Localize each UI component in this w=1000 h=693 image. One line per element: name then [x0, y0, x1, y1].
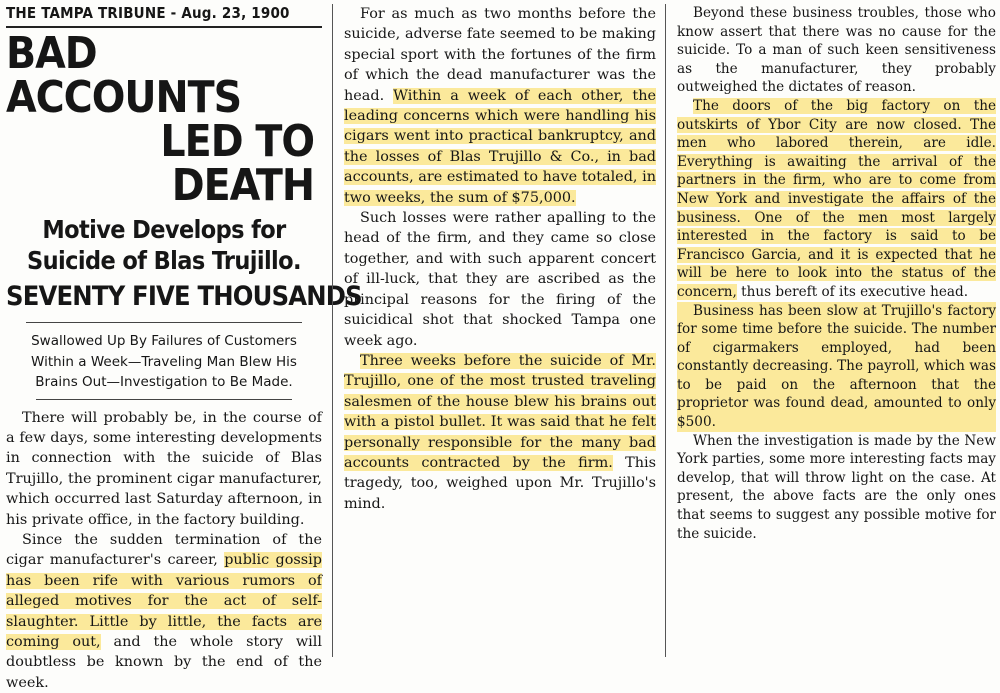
- highlight-public-gossip: public gossip has been rife with various rumors of alleged motives for the act of self-slaughter. Little by little, the facts are coming out,: [6, 552, 322, 650]
- headline-divider: [26, 322, 302, 323]
- paragraph-4: Such losses were rather apalling to the head of the firm, and they came so close together, and with such apparent concert of ill-luck, that they are ascribed as the principal reasons for the firing of the suicidical shot that shocked Tampa one week ago.: [344, 210, 656, 349]
- column-2: [332, 4, 666, 657]
- paragraph-3: [344, 4, 656, 208]
- headline-line-1: BAD ACCOUNTS: [6, 28, 242, 123]
- deck-divider: [36, 399, 292, 400]
- paragraph-2-end: and the whole story will doubtless be known by the end of the week.: [6, 633, 322, 691]
- paragraph-5: [344, 351, 656, 514]
- highlight-factory-closed: The doors of the big factory on the outskirts of Ybor City are now closed. The men who labored therein, are idle. Everything is awaiting the arrival of the partners in the firm, who are to come from New York and investigate the affairs of the business. One of the men most largely interested in the factory is said to be Francisco Garcia, and it is expected that he will be here to look into the status of the concern,: [677, 97, 996, 300]
- banner-headline: SEVENTY FIVE THOUSANDS: [6, 281, 362, 312]
- paragraph-6: Beyond these business troubles, those who know assert that there was no cause for the suicide. To a man of such keen sensitiveness as the manufacturer, they probably outweighed the dictates of reason.: [677, 5, 996, 96]
- highlight-bankruptcy: Within a week of each other, the leading concerns which were handling his cigars went into practical bankruptcy, and the losses of Blas Trujillo & Co., in bad accounts, are estimated to have totaled, in two weeks, the sum of $75,000.: [344, 87, 656, 206]
- paragraph-7-end: thus bereft of its executive head.: [736, 283, 969, 300]
- paragraph-8: Business has been slow at Trujillo's factory for some time before the suicide. The number of cigarmakers employed, had been constantly decreasing. The payroll, which was to be paid on the afternoon that the proprietor was found dead, amounted to only $500.: [677, 302, 996, 431]
- highlight-salesman: Three weeks before the suicide of Mr. Trujillo, one of the most trusted traveling salesmen of the house blew his brains out with a pistol bullet. It was said that he felt personally responsible for the many bad accounts contracted by the firm.: [344, 352, 656, 471]
- paragraph-3-text: For as much as two months before the suicide, adverse fate seemed to be making special sport with the fortunes of the firm of which the dead manufacturer was the head.: [344, 6, 656, 104]
- subheadline: Motive Develops for Suicide of Blas Trujillo.: [27, 215, 301, 275]
- headline-line-2: LED TO DEATH: [160, 116, 314, 211]
- masthead: THE TAMPA TRIBUNE - Aug. 23, 1900: [6, 4, 290, 22]
- paragraph-2-text: Since the sudden termination of the cigar manufacturer's career,: [6, 531, 322, 569]
- column-3: [666, 4, 996, 657]
- column-1: [6, 4, 362, 691]
- paragraph-9: When the investigation is made by the New York parties, some more interesting facts may develop, that will throw light on the case. At present, the above facts are the only ones that seems to suggest any possible motive for the suicide.: [677, 432, 996, 542]
- paragraph-1: There will probably be, in the course of a few days, some interesting developments in connection with the suicide of Blas Trujillo, the prominent cigar manufacturer, which occurred last Saturday afternoon, in his private office, in the factory building.: [6, 409, 322, 528]
- paragraph-7: [677, 97, 996, 302]
- paragraph-5-end: This tragedy, too, weighed upon Mr. Trujillo's mind.: [344, 454, 656, 512]
- paragraph-2: [6, 530, 322, 693]
- deck: Swallowed Up By Failures of Customers Within a Week—Traveling Man Blew His Brains Out—Investigation to Be Made.: [31, 333, 297, 390]
